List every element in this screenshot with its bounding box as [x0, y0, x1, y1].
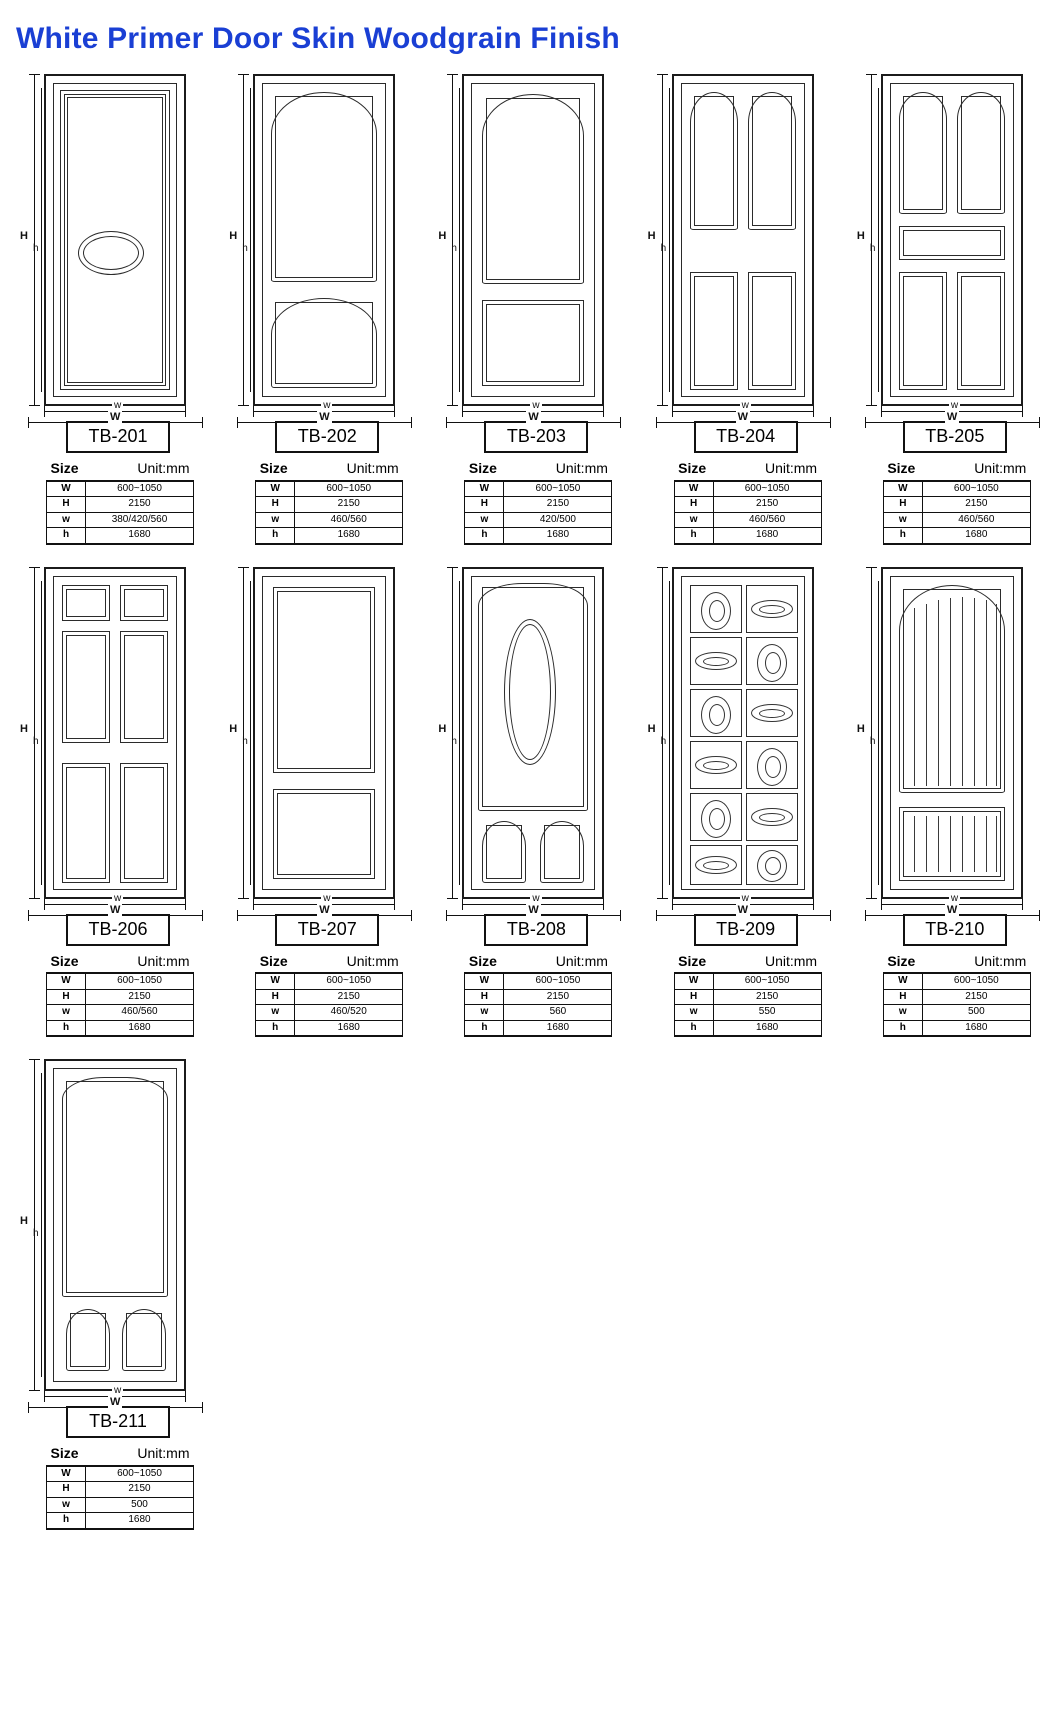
spec-title: Size — [259, 460, 288, 476]
table-row: H 2150 — [883, 497, 1030, 513]
door-panel-upper — [273, 587, 375, 773]
label-H: H — [647, 722, 656, 735]
table-row: h 1680 — [47, 528, 194, 544]
door-card-tb-205 — [851, 70, 1060, 545]
door-card-tb-207 — [223, 563, 432, 1038]
glass-lite — [746, 585, 798, 633]
label-W: W — [319, 903, 330, 916]
door-panel-top-left — [899, 92, 947, 214]
label-H: H — [20, 1215, 28, 1227]
label-W: W — [319, 411, 330, 423]
label-h: h — [869, 735, 876, 747]
door-panel-bottom-right — [957, 272, 1005, 390]
glass-lite — [746, 741, 798, 789]
spec-table-tb-201 — [46, 460, 194, 545]
door-card-tb-208 — [432, 563, 641, 1038]
door-outline — [672, 74, 814, 406]
door-panel-bottom-left — [66, 1309, 110, 1371]
glass-lite — [746, 793, 798, 841]
label-W: W — [737, 903, 748, 916]
table-row: H 2150 — [256, 989, 403, 1005]
spec-title: Size — [50, 952, 79, 969]
spec-unit: Unit:mm — [974, 460, 1027, 476]
table-row: H 2150 — [674, 497, 821, 513]
label-W: W — [946, 903, 958, 916]
table-row: w 560 — [465, 1005, 612, 1021]
model-label-tb-207: TB-207 — [275, 914, 379, 946]
label-h: h — [869, 243, 876, 254]
table-row: h 1680 — [674, 1020, 821, 1036]
door-panel-bottom-left — [62, 763, 110, 883]
door-card-tb-211 — [14, 1055, 229, 1530]
model-label-tb-203: TB-203 — [484, 421, 588, 453]
door-outline — [44, 567, 186, 899]
table-row: W 600~1050 — [674, 973, 821, 989]
label-W: W — [946, 411, 958, 423]
door-card-tb-209 — [642, 563, 851, 1038]
label-w: w — [114, 1385, 122, 1396]
door-panel-middle — [899, 226, 1005, 260]
spec-table-tb-206 — [46, 953, 194, 1038]
door-oval-panel — [78, 231, 144, 275]
table-row: w 460/560 — [883, 512, 1030, 528]
door-drawing-tb-205 — [856, 70, 1055, 423]
door-panel-top-left — [690, 92, 738, 230]
door-card-tb-201 — [14, 70, 223, 545]
label-W: W — [110, 1396, 121, 1408]
table-row: H 2150 — [465, 989, 612, 1005]
glass-lite — [690, 637, 742, 685]
table-row: W 600~1050 — [465, 481, 612, 497]
label-H: H — [20, 722, 28, 735]
door-panel-bottom-right — [748, 272, 796, 390]
table-row: W 600~1050 — [47, 481, 194, 497]
door-drawing-tb-207 — [229, 563, 427, 916]
label-H: H — [856, 230, 865, 242]
table-row: W 600~1050 — [674, 481, 821, 497]
table-row: w 460/520 — [256, 1005, 403, 1021]
door-drawing-tb-202 — [229, 70, 427, 423]
door-row-1 — [14, 70, 1060, 545]
table-row: H 2150 — [674, 989, 821, 1005]
table-row: H 2150 — [47, 497, 194, 513]
glass-lite — [746, 845, 798, 885]
door-panel-bottom-right — [122, 1309, 166, 1371]
label-H: H — [438, 230, 447, 242]
glass-lite — [690, 689, 742, 737]
table-row: h 1680 — [465, 528, 612, 544]
model-label-tb-205: TB-205 — [903, 421, 1007, 453]
label-H: H — [229, 230, 238, 242]
label-H: H — [856, 722, 865, 735]
door-card-tb-206 — [14, 563, 223, 1038]
spec-title: Size — [887, 460, 916, 476]
door-outline — [44, 74, 186, 406]
spec-title: Size — [468, 952, 497, 969]
door-drawing-tb-210 — [856, 563, 1055, 916]
door-panel-top-right — [957, 92, 1005, 214]
door-drawing-tb-206 — [20, 563, 218, 916]
door-panel-bottom-right — [120, 763, 168, 883]
label-w: w — [114, 400, 122, 411]
glass-lite — [690, 845, 742, 885]
page-title: White Primer Door Skin Woodgrain Finish — [16, 22, 620, 55]
table-row: H 2150 — [465, 497, 612, 513]
spec-table-tb-210 — [883, 953, 1031, 1038]
table-row: h 1680 — [256, 528, 403, 544]
table-row: W 600~1050 — [883, 973, 1030, 989]
door-oval-panel — [504, 619, 556, 765]
table-row: h 1680 — [883, 528, 1030, 544]
door-card-tb-204 — [642, 70, 851, 545]
spec-unit: Unit:mm — [555, 952, 608, 969]
table-row: W 600~1050 — [47, 973, 194, 989]
spec-table-tb-211 — [46, 1445, 194, 1530]
label-w: w — [532, 892, 540, 904]
label-W: W — [528, 411, 539, 423]
table-row: W 600~1050 — [883, 481, 1030, 497]
model-label-tb-202: TB-202 — [275, 421, 379, 453]
spec-title: Size — [887, 952, 916, 969]
glass-lite — [690, 585, 742, 633]
table-row: W 600~1050 — [47, 1466, 194, 1482]
door-panel-top-right — [748, 92, 796, 230]
table-row: H 2150 — [256, 497, 403, 513]
label-h: h — [33, 735, 39, 747]
label-w: w — [950, 892, 959, 904]
spec-table-tb-209 — [674, 953, 822, 1038]
spec-table-tb-202 — [255, 460, 403, 545]
label-H: H — [229, 722, 238, 735]
model-label-tb-210: TB-210 — [903, 914, 1007, 946]
door-panel-upper — [62, 1077, 168, 1297]
table-row: w 500 — [883, 1005, 1030, 1021]
table-row: W 600~1050 — [256, 973, 403, 989]
label-W: W — [110, 903, 121, 916]
table-row: H 2150 — [47, 1482, 194, 1498]
door-card-tb-202 — [223, 70, 432, 545]
door-outline — [253, 567, 395, 899]
door-outline — [44, 1059, 186, 1391]
spec-table-tb-208 — [464, 953, 612, 1038]
label-h: h — [242, 243, 248, 254]
spec-unit: Unit:mm — [764, 460, 818, 476]
table-row: W 600~1050 — [465, 973, 612, 989]
door-drawing-tb-204 — [647, 70, 846, 423]
door-outline — [462, 74, 604, 406]
spec-unit: Unit:mm — [555, 460, 608, 476]
glass-lite — [746, 689, 798, 737]
table-row: w 420/500 — [465, 512, 612, 528]
door-drawing-tb-209 — [647, 563, 846, 916]
door-panel-upper-slatted — [899, 585, 1005, 793]
door-card-tb-210 — [851, 563, 1060, 1038]
model-label-tb-201: TB-201 — [66, 421, 170, 453]
table-row: h 1680 — [883, 1020, 1030, 1036]
door-outline — [881, 74, 1023, 406]
label-W: W — [528, 903, 539, 916]
spec-unit: Unit:mm — [137, 1445, 190, 1461]
table-row: w 380/420/560 — [47, 512, 194, 528]
door-outline — [881, 567, 1023, 899]
spec-table-tb-207 — [255, 953, 403, 1038]
door-panel-upper — [271, 92, 377, 282]
table-row: w 460/560 — [674, 512, 821, 528]
model-label-tb-208: TB-208 — [484, 914, 588, 946]
door-panel-lower — [482, 300, 584, 386]
door-panel-mid-right — [120, 631, 168, 743]
door-panel-bottom-right — [540, 821, 584, 883]
table-row: H 2150 — [47, 989, 194, 1005]
label-W: W — [110, 411, 121, 423]
spec-table-tb-205 — [883, 460, 1031, 545]
table-row: w 460/560 — [256, 512, 403, 528]
table-row: w 500 — [47, 1497, 194, 1513]
spec-unit: Unit:mm — [137, 952, 190, 969]
spec-unit: Unit:mm — [346, 460, 399, 476]
door-outline — [672, 567, 814, 899]
table-row: h 1680 — [674, 528, 821, 544]
spec-title: Size — [259, 952, 288, 969]
door-drawing-tb-211 — [20, 1055, 218, 1408]
label-h: h — [660, 243, 667, 254]
door-drawing-tb-203 — [438, 70, 636, 423]
table-row: H 2150 — [883, 989, 1030, 1005]
label-w: w — [114, 892, 122, 904]
spec-title: Size — [678, 460, 707, 476]
label-H: H — [647, 230, 656, 242]
glass-lite — [746, 637, 798, 685]
spec-table-tb-203 — [464, 460, 612, 545]
model-label-tb-206: TB-206 — [66, 914, 170, 946]
label-h: h — [33, 1228, 39, 1239]
spec-title: Size — [50, 460, 79, 476]
glass-lite — [690, 793, 742, 841]
label-h: h — [660, 735, 667, 747]
label-w: w — [741, 400, 749, 411]
door-panel-bottom-left — [482, 821, 526, 883]
table-row: W 600~1050 — [256, 481, 403, 497]
door-panel-upper — [482, 94, 584, 284]
door-panel-lower — [273, 789, 375, 879]
label-h: h — [451, 243, 457, 254]
spec-title: Size — [50, 1445, 79, 1461]
glass-lite — [690, 741, 742, 789]
model-label-tb-209: TB-209 — [694, 914, 798, 946]
door-drawing-tb-208 — [438, 563, 636, 916]
spec-table-tb-204 — [674, 460, 822, 545]
label-w: w — [323, 892, 331, 904]
label-w: w — [741, 892, 749, 904]
door-card-tb-203 — [432, 70, 641, 545]
door-catalog-grid — [0, 56, 1060, 1530]
label-W: W — [737, 411, 748, 423]
label-h: h — [242, 735, 248, 747]
table-row: h 1680 — [465, 1020, 612, 1036]
table-row: h 1680 — [47, 1020, 194, 1036]
label-w: w — [950, 400, 959, 411]
door-panel-lower-slatted — [899, 807, 1005, 881]
label-H: H — [20, 230, 28, 242]
door-panel-bottom-left — [899, 272, 947, 390]
label-H: H — [438, 722, 447, 735]
spec-title: Size — [678, 952, 707, 969]
spec-title: Size — [468, 460, 497, 476]
label-w: w — [532, 400, 540, 411]
door-panel-top-left — [62, 585, 110, 621]
spec-unit: Unit:mm — [137, 460, 190, 476]
door-row-2 — [14, 563, 1060, 1038]
spec-unit: Unit:mm — [346, 952, 399, 969]
door-outline — [253, 74, 395, 406]
table-row: h 1680 — [256, 1020, 403, 1036]
door-panel-mid-left — [62, 631, 110, 743]
door-drawing-tb-201 — [20, 70, 218, 423]
model-label-tb-204: TB-204 — [694, 421, 798, 453]
model-label-tb-211: TB-211 — [66, 1406, 170, 1438]
door-panel-lower — [271, 298, 377, 388]
door-row-3 — [14, 1055, 1060, 1530]
table-row: h 1680 — [47, 1513, 194, 1529]
spec-unit: Unit:mm — [974, 952, 1027, 969]
label-h: h — [33, 243, 39, 254]
table-row: w 460/560 — [47, 1005, 194, 1021]
door-outline — [462, 567, 604, 899]
door-panel-top-right — [120, 585, 168, 621]
spec-unit: Unit:mm — [764, 952, 818, 969]
door-panel-bottom-left — [690, 272, 738, 390]
label-h: h — [451, 735, 457, 747]
label-w: w — [323, 400, 331, 411]
table-row: w 550 — [674, 1005, 821, 1021]
